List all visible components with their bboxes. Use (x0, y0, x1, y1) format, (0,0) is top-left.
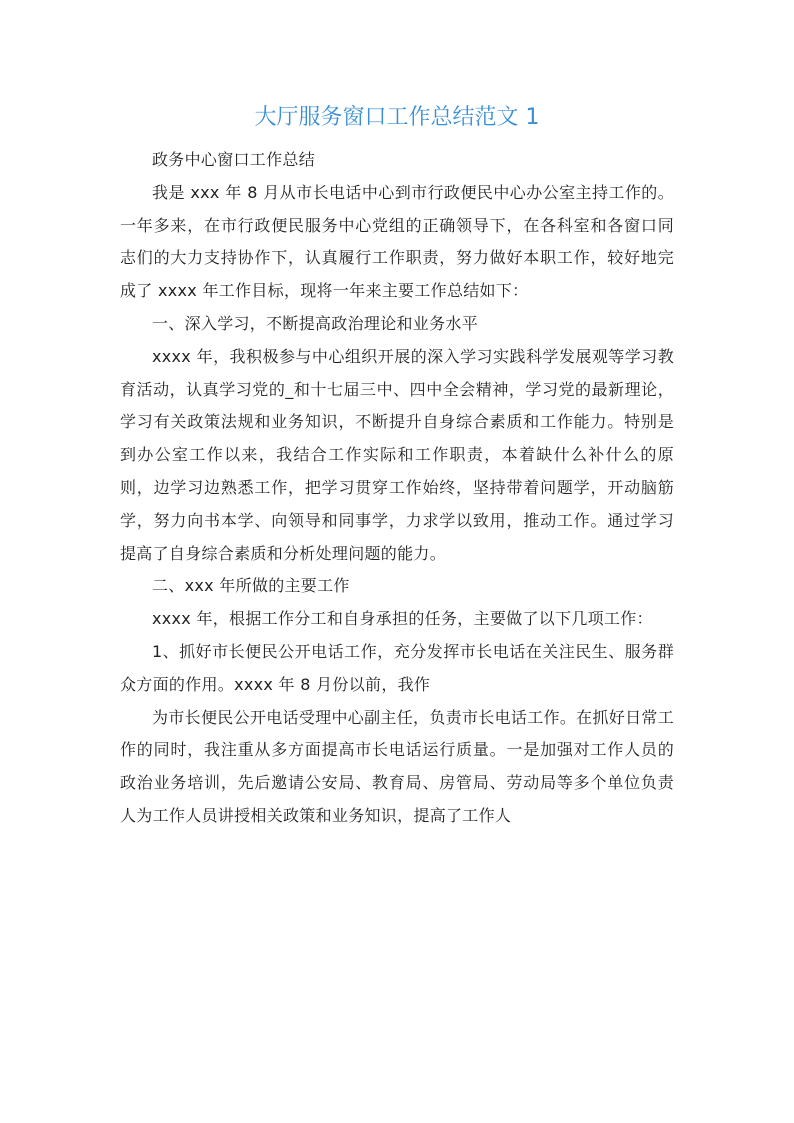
paragraph-intro: 我是 xxx 年 8 月从市长电话中心到市行政便民中心办公室主持工作的。一年多来，在市行政便民服务中心党组的正确领导下，在各科室和各窗口同志们的大力支持协作下，认真履行工作职责，努力做好本职工作，较好地完成了 xxxx 年工作目标，现将一年来主要工作总结如下： (120, 182, 674, 301)
section-heading-2: 二、xxx 年所做的主要工作 (152, 576, 350, 596)
paragraph-tasks: xxxx 年，根据工作分工和自身承担的任务，主要做了以下几项工作： (152, 609, 653, 629)
section-heading-1: 一、深入学习，不断提高政治理论和业务水平 (152, 313, 479, 333)
paragraph-subtitle: 政务中心窗口工作总结 (152, 150, 316, 169)
document-title: 大厅服务窗口工作总结范文 1 (254, 105, 540, 130)
paragraph-item-1: 1、抓好市长便民公开电话工作，充分发挥市长电话在关注民生、服务群众方面的作用。xxxx 年 8 月份以前，我作 (120, 641, 674, 694)
paragraph-study: xxxx 年，我积极参与中心组织开展的深入学习实践科学发展观等学习教育活动，认真学习党的_和十七届三中、四中全会精神，学习党的最新理论，学习有关政策法规和业务知识，不断提升自身综合素质和工作能力。特别是到办公室工作以来，我结合工作实际和工作职责，本着缺什么补什么的原则，边学习边熟悉工作，把学习贯穿工作始终，坚持带着问题学，开动脑筋学，努力向书本学、向领导和同事学，力求学以致用，推动工作。通过学习提高了自身综合素质和分析处理问题的能力。 (120, 346, 674, 563)
paragraph-item-1-continued: 为市长便民公开电话受理中心副主任，负责市长电话工作。在抓好日常工作的同时，我注重从多方面提高市长电话运行质量。一是加强对工作人员的政治业务培训，先后邀请公安局、教育局、房管局、劳动局等多个单位负责人为工作人员讲授相关政策和业务知识，提高了工作人 (120, 707, 674, 825)
document-body (120, 144, 674, 833)
